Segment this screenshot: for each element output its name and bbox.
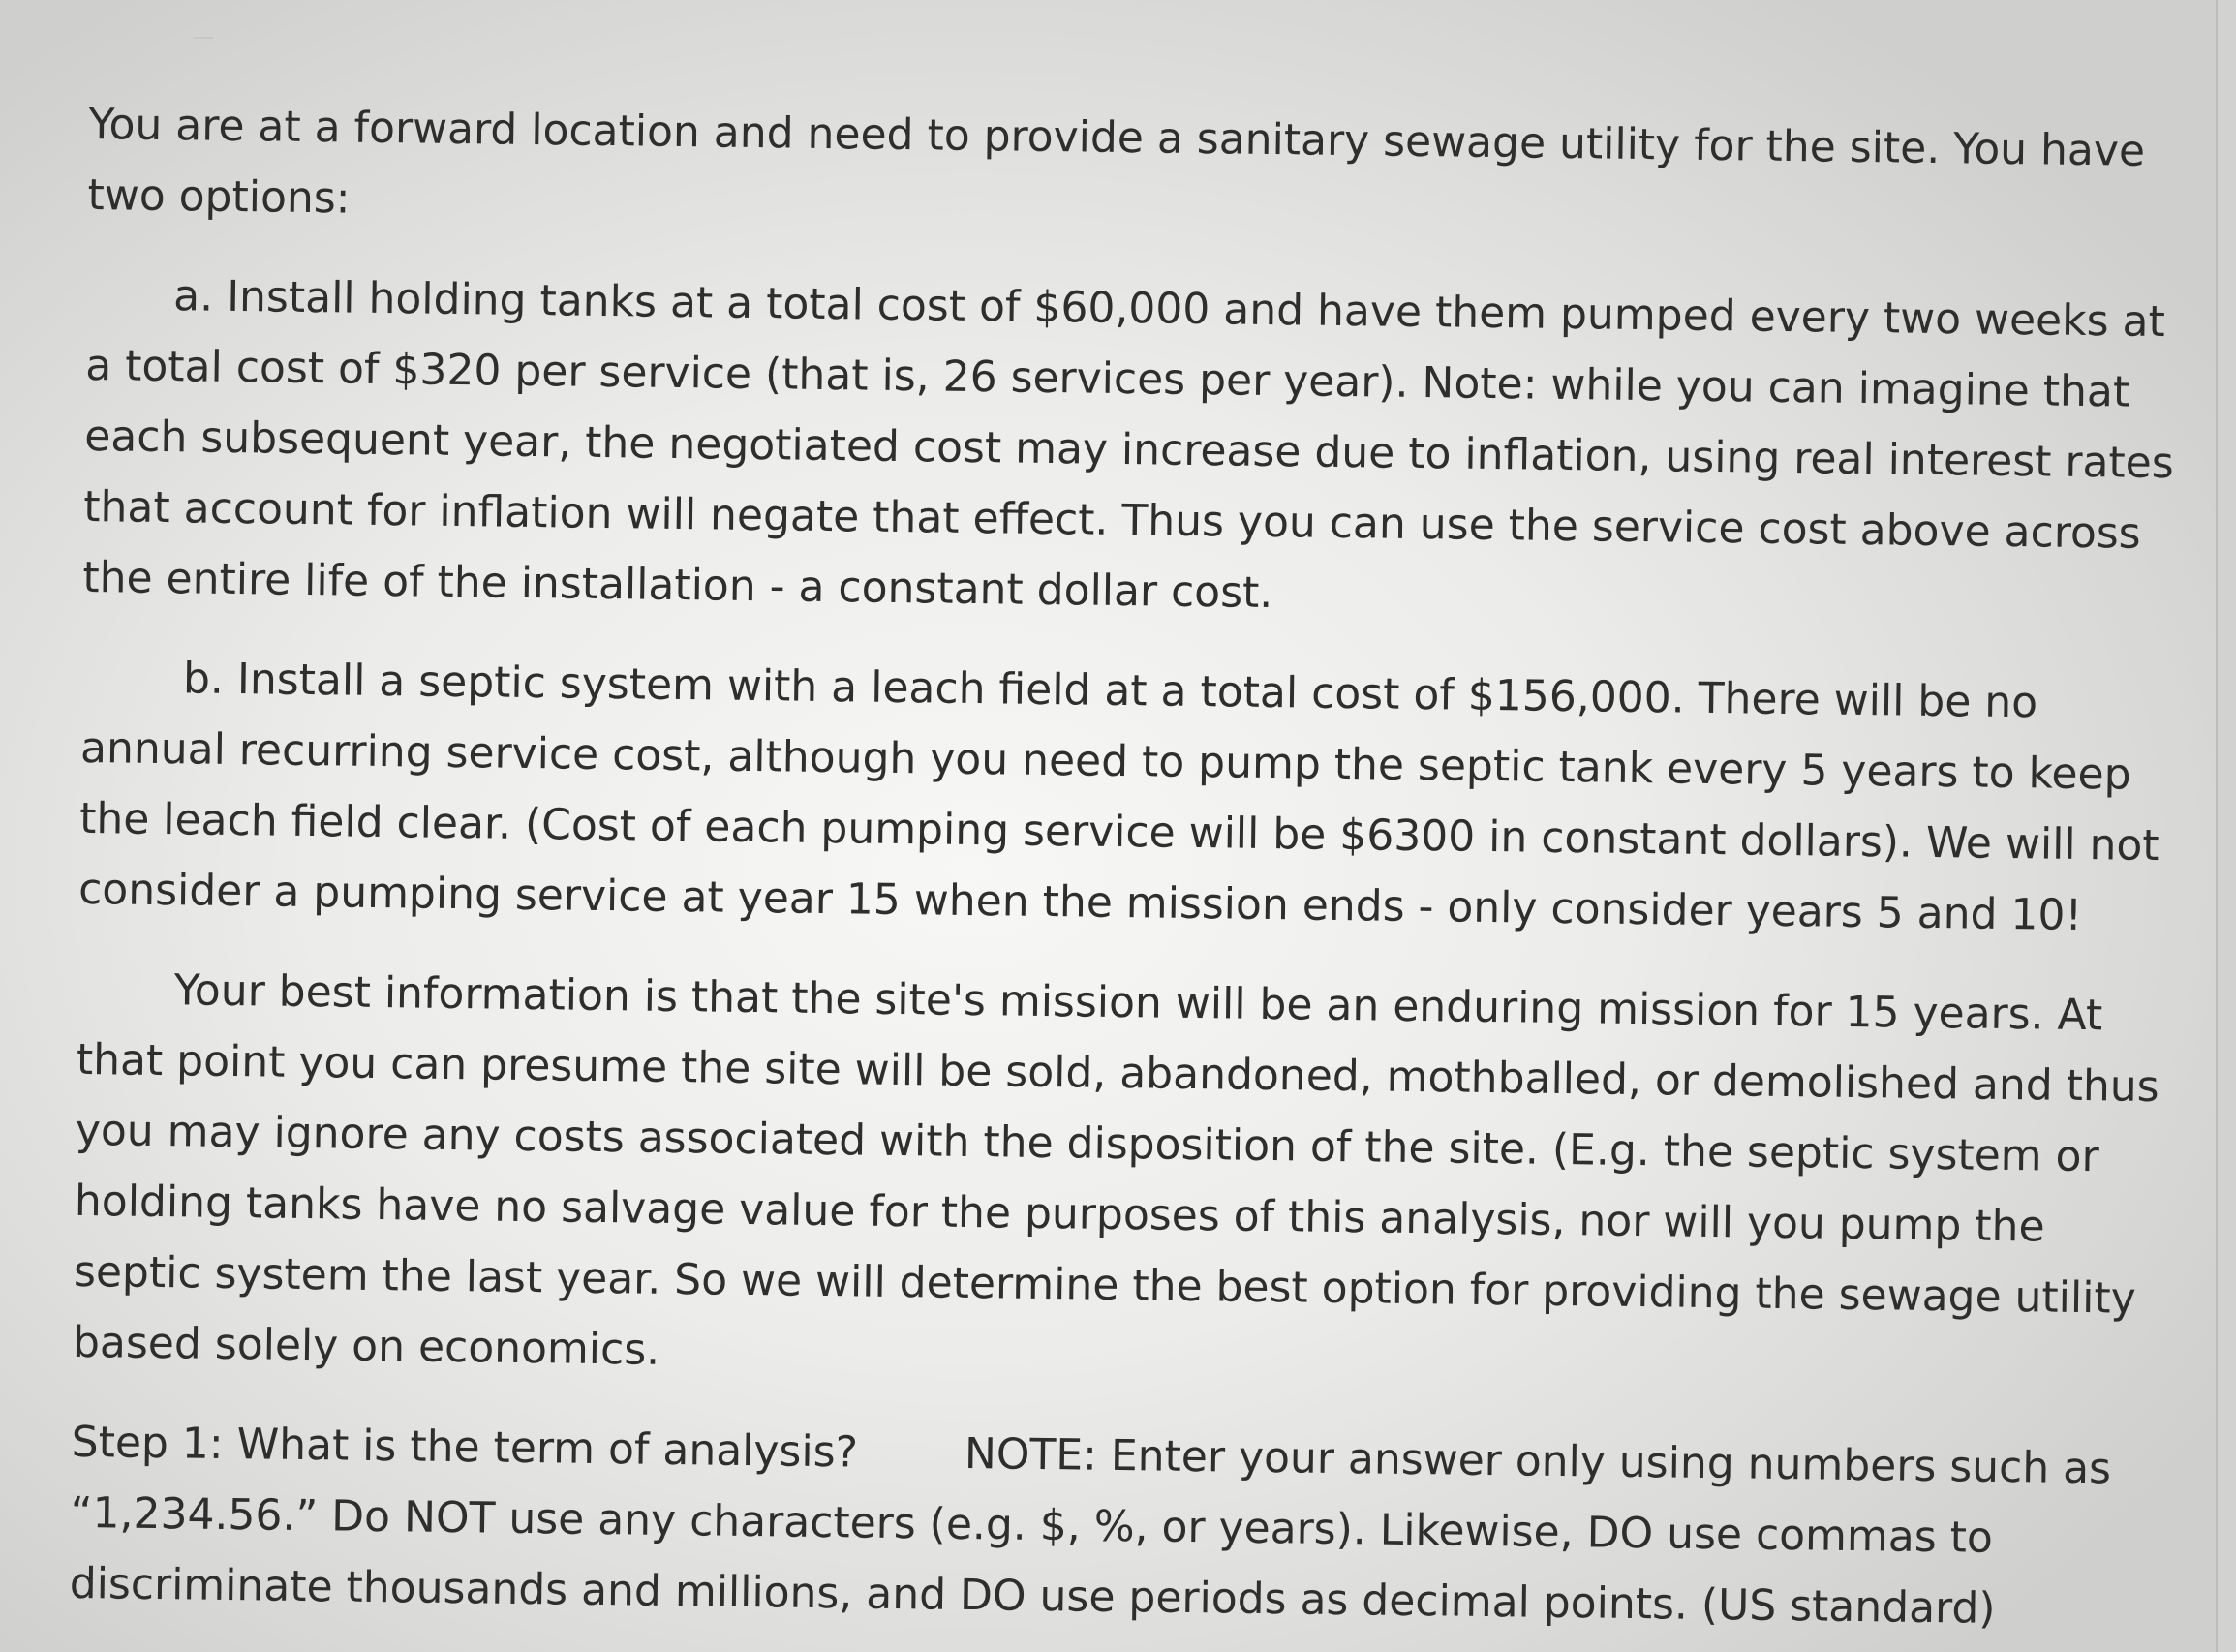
step-1-label: Step 1: What is the term of analysis? [71,1417,859,1478]
question-text [69,89,2199,1646]
answer-format-note: NOTE: Enter your answer only using numbers such as “1,234.56.” Do NOT use any characters (e.g. $, %, or years). Likewise, DO use commas to discriminate thousands and millions, and DO use periods as decimal points. (US standard) [69,1428,2112,1634]
question-intro: You are at a forward location and need to provide a sanitary sewage utility for the site. You have two options: [87,99,2146,224]
option-b-text: b. Install a septic system with a leach field at a total cost of $156,000. There will be no annual recurring service cost, although you need to pump the septic tank every 5 years to keep the leach field clear. (Cost of each pumping service will be $6300 in constant dollars). We will not consider a pumping service at year 15 when the mission ends - only consider years 5 and 10! [77,654,2159,941]
mission-context-text: Your best information is that the site's mission will be an enduring mission for 15 years. At that point you can presume the site will be sold, abandoned, mothballed, or demolished and thus you may ignore any costs associated with the disposition of the site. (E.g. the septic system or holding tanks have no salvage value for the purposes of this analysis, nor will you pump the septic system the last year. So we will determine the best option for providing the sewage utility based solely on economics. [72,965,2159,1375]
scrollbar-track[interactable] [2218,0,2236,1652]
option-a-text: a. Install holding tanks at a total cost of $60,000 and have them pumped every two weeks at a total cost of $320 per service (that is, 26 services per year). Note: while you can imagine that each subsequent year, the negotiated cost may increase due to inflation, using real interest rates that account for inflation will negate that effect. Thus you can use the service cost above across the entire life of the installation - a constant dollar cost. [82,271,2175,619]
step-1-paragraph [69,1407,2183,1647]
